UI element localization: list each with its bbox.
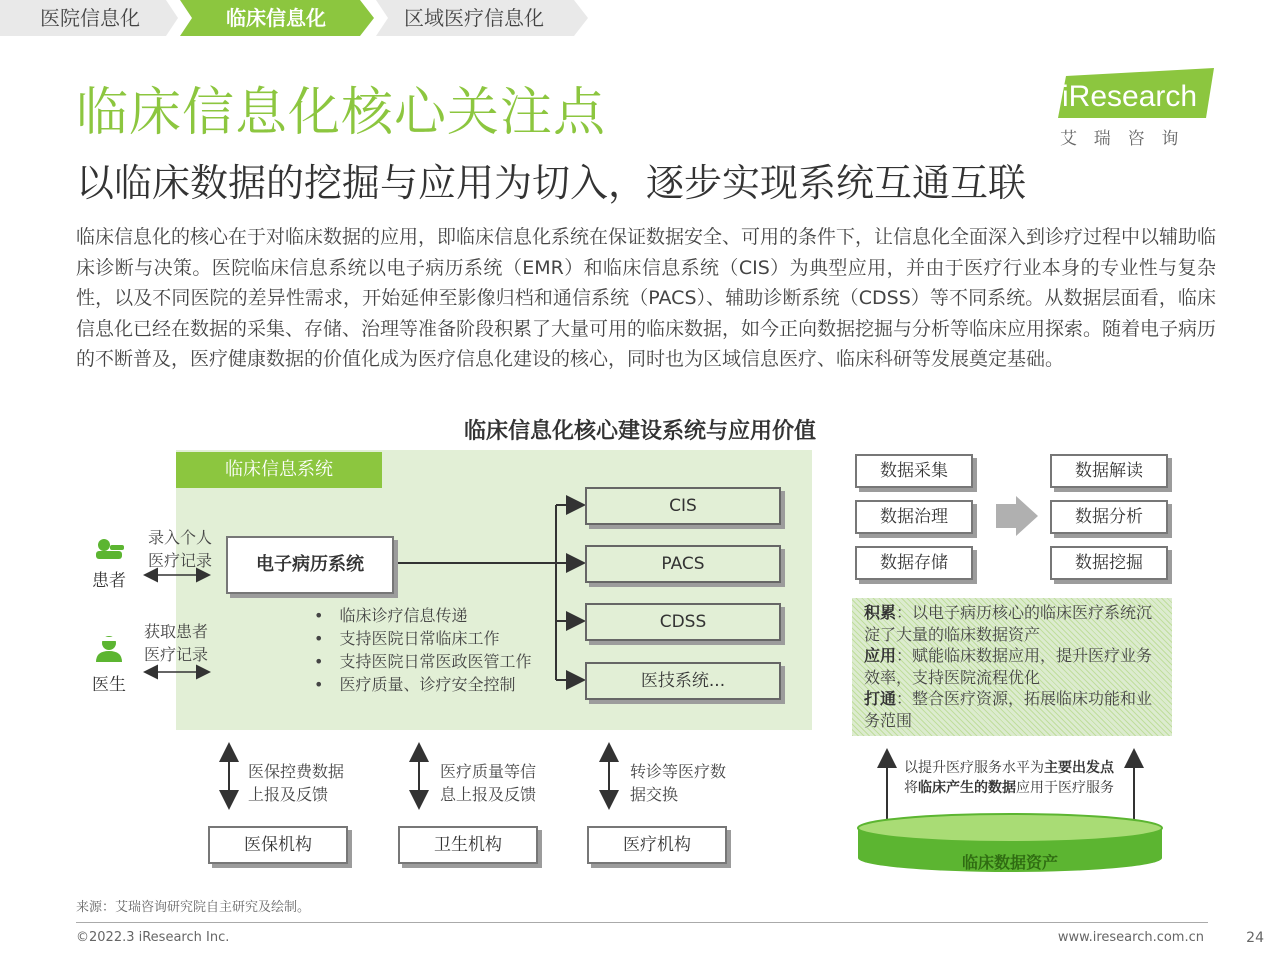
system-cdss: CDSS [585,603,781,641]
flow-health-text: 医疗质量等信 息上报及反馈 [440,762,537,804]
doctor-action: 获取患者 医疗记录 [144,622,209,664]
value-text [864,602,1164,731]
patient-icon [96,539,124,559]
logo-subtitle: 艾 瑞 咨 询 [1060,129,1181,149]
data-store-box: 数据存储 [855,546,973,580]
list-item: • 医疗质量、诊疗安全控制 [314,673,531,696]
page-title: 临床信息化核心关注点 [76,83,607,143]
medical-institution-box: 医疗机构 [587,826,727,864]
emr-system-box: 电子病历系统 [226,536,394,594]
value-item: 应用：赋能临床数据应用，提升医疗业务效率，支持医院流程优化 [864,646,1153,687]
patient-label: 患者 [92,571,126,591]
tab-regional-info[interactable]: 区域医疗信息化 [404,6,544,30]
website-link[interactable]: www.iresearch.com.cn [1057,930,1204,945]
emr-functions-list [314,604,531,696]
system-medtech: 医技系统... [585,662,781,700]
intro-paragraph: 临床信息化的核心在于对临床数据的应用，即临床信息化系统在保证数据安全、可用的条件下，让信息化全面深入到诊疗过程中以辅助临床诊断与决策。医院临床信息系统以电子病历系统（EMR）和临床信息系统（CIS）为典型应用，并由于医疗行业本身的专业性与复杂性，以及不同医院的差异性需求，开始延伸至影像归档和通信系统（PACS）、辅助诊断系统（CDSS）等不同系统。从数据层面看，临床信息化已经在数据的采集、存储、治理等准备阶段积累了大量可用的临床数据，如今正向数据挖掘与分析等临床应用探索。随着电子病历的不断普及，医疗健康数据的价值化成为医疗信息化建设的核心，同时也为区域信息医疗、临床科研等发展奠定基础。 [76,226,1217,370]
footer-divider [76,922,1208,923]
flow-insurance-text: 医保控费数据 上报及反馈 [248,762,345,804]
health-agency-box: 卫生机构 [398,826,538,864]
page-number: 24 [1246,930,1264,946]
data-mining-box: 数据挖掘 [1050,546,1168,580]
figure-title: 临床信息化核心建设系统与应用价值 [463,419,816,444]
doctor-label: 医生 [92,675,126,695]
tab-clinical-info[interactable]: 临床信息化 [226,6,326,30]
list-item: • 临床诊疗信息传递 [314,604,531,627]
list-item: • 支持医院日常临床工作 [314,627,531,650]
data-analysis-box: 数据分析 [1050,500,1168,534]
cylinder-description: 以提升医疗服务水平为主要出发点 将临床产生的数据应用于医疗服务 [904,760,1114,796]
system-cis: CIS [585,487,781,525]
value-item: 打通：整合医疗资源，拓展临床功能和业务范围 [864,689,1153,730]
copyright: ©2022.3 iResearch Inc. [76,930,230,945]
data-govern-box: 数据治理 [855,500,973,534]
logo-text: iResearch [1062,80,1198,113]
list-item: • 支持医院日常医政医管工作 [314,650,531,673]
data-collect-box: 数据采集 [855,454,973,488]
cylinder-label: 临床数据资产 [961,853,1058,872]
panel-label: 临床信息系统 [176,452,382,488]
patient-action: 录入个人 医疗记录 [148,528,213,570]
tab-hospital-info[interactable]: 医院信息化 [40,6,140,30]
insurance-agency-box: 医保机构 [208,826,348,864]
value-item: 积累：以电子病历核心的临床医疗系统沉淀了大量的临床数据资产 [864,603,1153,644]
system-pacs: PACS [585,545,781,583]
flow-medical-text: 转诊等医疗数 据交换 [630,762,727,804]
source-note: 来源：艾瑞咨询研究院自主研究及绘制。 [76,900,311,915]
doctor-icon [96,636,122,662]
data-interpret-box: 数据解读 [1050,454,1168,488]
page-subtitle: 以临床数据的挖掘与应用为切入，逐步实现系统互通互联 [76,161,1027,205]
